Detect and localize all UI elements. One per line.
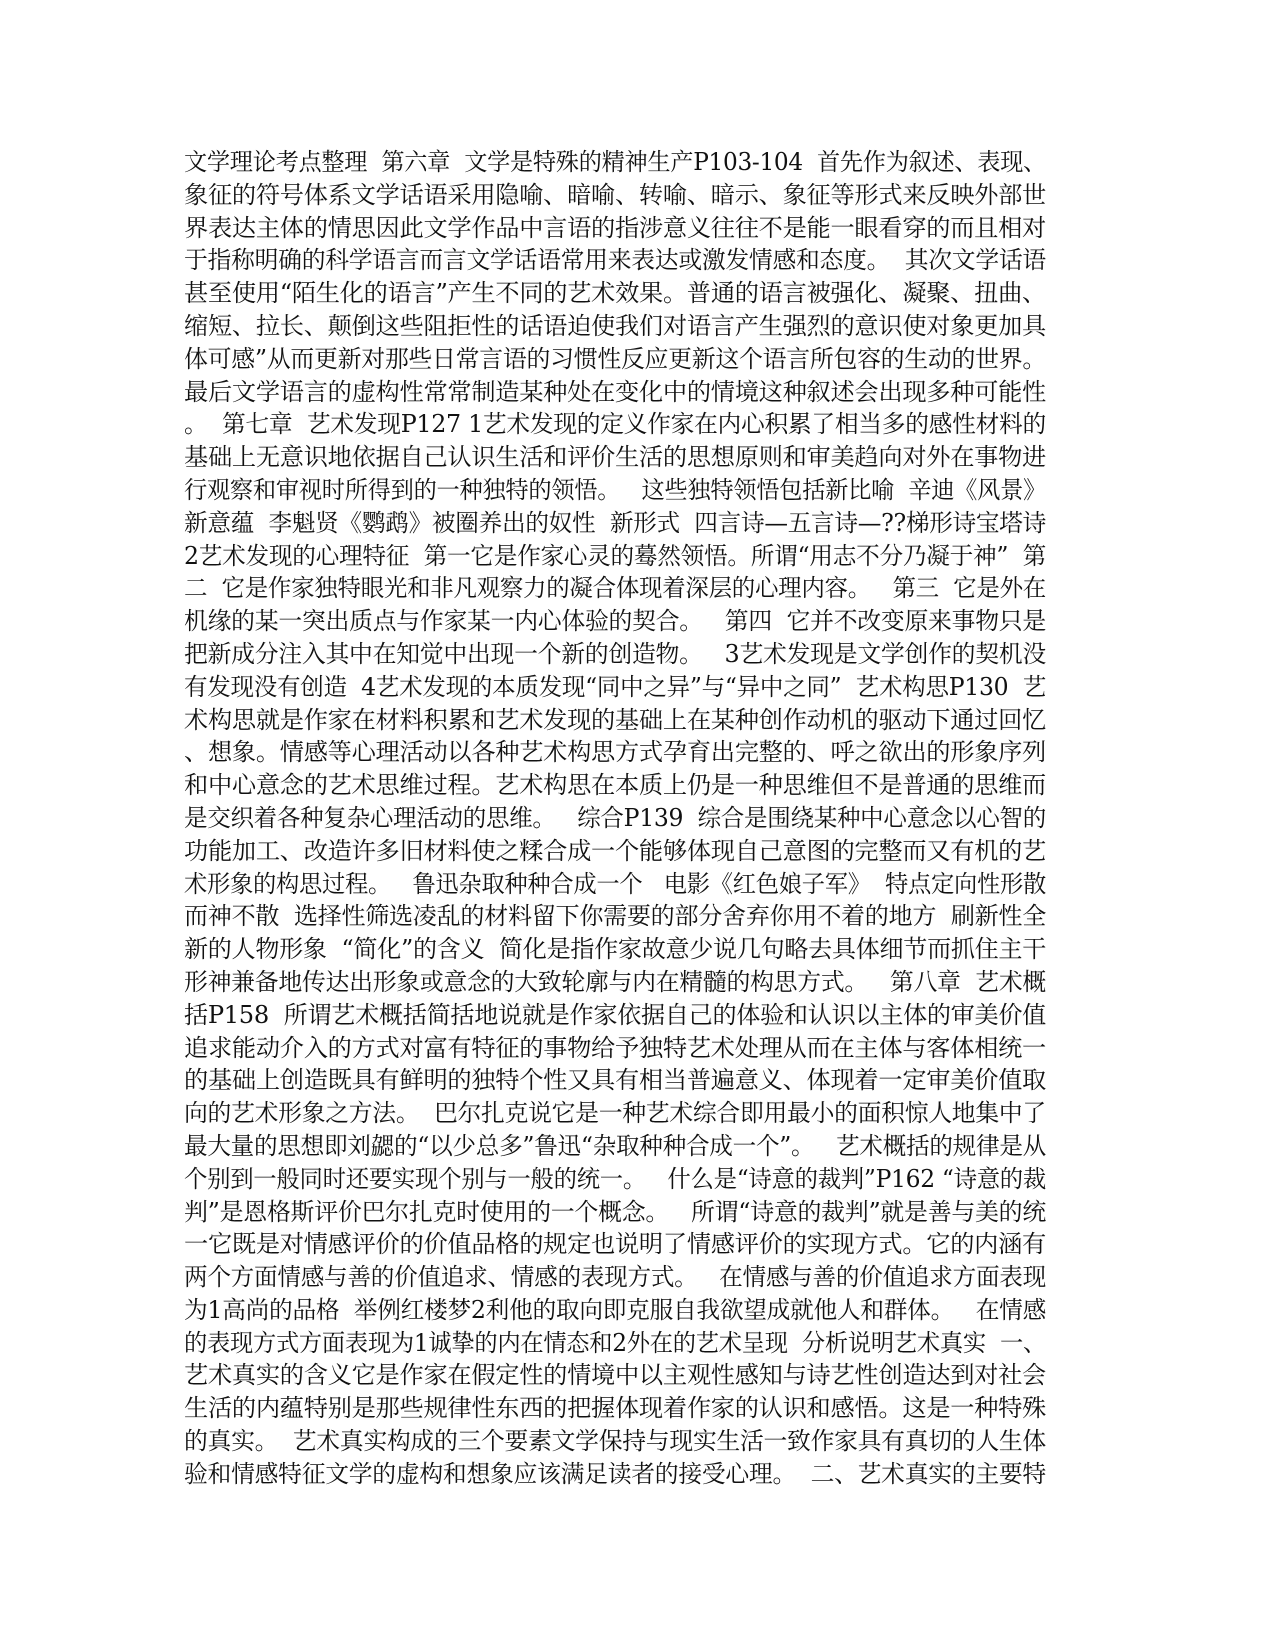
document-page: 文学理论考点整理 第六章 文学是特殊的精神生产P103-104 首先作为叙述、表现、 象征的符号体系文学话语采用隐喻、暗喻、转喻、暗示、象征等形式来反映外部世 界表达主体的情思因此文学作品中言语的指涉意义往往不是能一眼看穿的而且相对 于指称明确的科学语言而言文学话语常用来表达或激发情感和态度。 其次文学话语 甚至使用“陌生化的语言”产生不同的艺术效果。普通的语言被强化、凝聚、扭曲、 缩短、拉长、颠倒这些阻拒性的话语迫使我们对语言产生强烈的意识使对象更加具 体可感”从而更新对那些日常言语的习惯性反应更新这个语言所包容的生动的世界。 最后文学语言的虚构性常常制造某种处在变化中的情境这种叙述会出现多种可能性 。 第七章 艺术发现P127 1艺术发现的定义作家在内心积累了相当多的感性材料的 基础上无意识地依据自己认识生活和评价生活的思想原则和审美趋向对外在事物进 行观察和审视时所得到的一种独特的领悟。 这些独特领悟包括新比喻 辛迪《风景》 新意蕴 李魁贤《鹦鹉》被圈养出的奴性 新形式 四言诗—五言诗—??梯形诗宝塔诗 2艺术发现的心理特征 第一它是作家心灵的蓦然领悟。所谓“用志不分乃凝于神” 第 二 它是作家独特眼光和非凡观察力的凝合体现着深层的心理内容。 第三 它是外在 机缘的某一突出质点与作家某一内心体验的契合。 第四 它并不改变原来事物只是 把新成分注入其中在知觉中出现一个新的创造物。 3艺术发现是文学创作的契机没 有发现没有创造 4艺术发现的本质发现“同中之异”与“异中之同” 艺术构思P130 艺 术构思就是作家在材料积累和艺术发现的基础上在某种创作动机的驱动下通过回忆 、想象。情感等心理活动以各种艺术构思方式孕育出完整的、呼之欲出的形象序列 和中心意念的艺术思维过程。艺术构思在本质上仍是一种思维但不是普通的思维而 是交织着各种复杂心理活动的思维。 综合P139 综合是围绕某种中心意念以心智的 功能加工、改造许多旧材料使之糅合成一个能够体现自己意图的完整而又有机的艺 术形象的构思过程。 鲁迅杂取种种合成一个 电影《红色娘子军》 特点定向性形散 而神不散 选择性筛选凌乱的材料留下你需要的部分舍弃你用不着的地方 刷新性全 新的人物形象 “简化”的含义 简化是指作家故意少说几句略去具体细节而抓住主干 形神兼备地传达出形象或意念的大致轮廓与内在精髓的构思方式。 第八章 艺术概 括P158 所谓艺术概括简括地说就是作家依据自己的体验和认识以主体的审美价值 追求能动介入的方式对富有特征的事物给予独特艺术处理从而在主体与客体相统一 的基础上创造既具有鲜明的独特个性又具有相当普遍意义、体现着一定审美价值取 向的艺术形象之方法。 巴尔扎克说它是一种艺术综合即用最小的面积惊人地集中了 最大量的思想即刘勰的“以少总多”鲁迅“杂取种种合成一个”。 艺术概括的规律是从 个别到一般同时还要实现个别与一般的统一。 什么是“诗意的裁判”P162 “诗意的裁 判”是恩格斯评价巴尔扎克时使用的一个概念。 所谓“诗意的裁判”就是善与美的统 一它既是对情感评价的价值品格的规定也说明了情感评价的实现方式。它的内涵有 两个方面情感与善的价值追求、情感的表现方式。 在情感与善的价值追求方面表现 为1高尚的品格 举例红楼梦2利他的取向即克服自我欲望成就他人和群体。 在情感 的表现方式方面表现为1诚挚的内在情态和2外在的艺术呈现 分析说明艺术真实 一、 艺术真实的含义它是作家在假定性的情境中以主观性感知与诗艺性创造达到对社会 生活的内蕴特别是那些规律性东西的把握体现着作家的认识和感悟。这是一种特殊 的真实。 艺术真实构成的三个要素文学保持与现实生活一致作家具有真切的人生体 验和情感特征文学的虚构和想象应该满足读者的接受心理。 二、艺术真实的主要特 (0, 0, 1275, 1650)
